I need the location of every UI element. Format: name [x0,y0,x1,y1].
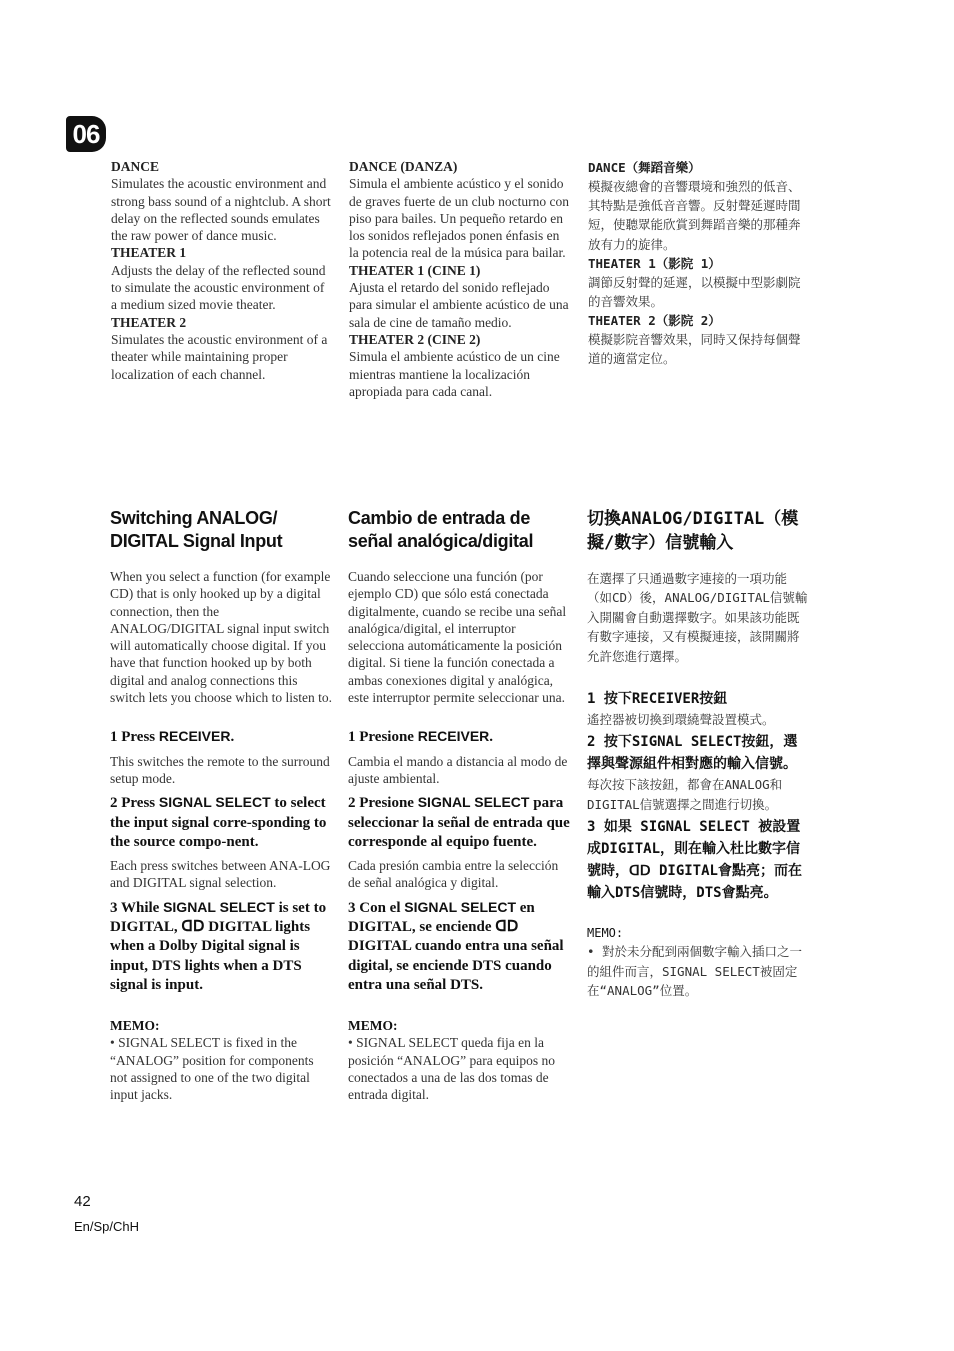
definition-heading: THEATER 2（影院 2） [588,313,721,329]
section-intro: Cuando seleccione una función (por ejemplo CD) que sólo está conectada digitalmente, cuando se recibe una señal analógica/digital, el interruptor selecciona automáticamente la posición digital. Si tiene la función conectada a ambas conexiones digital y analógica, este interruptor permite seleccionar una. [348,569,567,706]
section-chinese [587,507,809,1000]
step-1-description: 遙控器被切換到環繞聲設置模式。 [587,712,775,728]
step-2-description: 每次按下該按鈕，都會在ANALOG和DIGITAL信號選擇之間進行切換。 [587,777,783,812]
dolby-digital-icon: ᗡᗞ [629,863,651,880]
definition-heading: THEATER 1（影院 1） [588,255,721,271]
step-2: 2 Presione SIGNAL SELECT para seleccionar la señal de entrada que corresponde al equipo fuente. [348,794,570,850]
step-1: 1 Presione RECEIVER. [348,728,494,746]
step-3: 3 Con el SIGNAL SELECT en DIGITAL, se enciende ᗡᗞ DIGITAL cuando entra una señal digital, se enciende DTS cuando entra una señal DTS. [348,898,564,993]
step-1: 1 Press RECEIVER. [110,728,235,746]
signal-select-key: SIGNAL SELECT [404,898,517,915]
definition-heading: THEATER 1 (CINE 1) [349,262,481,278]
definition-heading: THEATER 1 [111,245,187,261]
definition-body: Simulates the acoustic environment of a theater while maintaining proper localization of each channel. [111,331,328,382]
definition-body: Adjusts the delay of the reflected sound to simulate the acoustic environment of a medium sized movie theater. [111,262,326,313]
memo-heading: MEMO: [110,1018,160,1034]
definition-body: 調節反射聲的延遲，以模擬中型影劇院的音響效果。 [588,274,801,310]
top-column-english [111,158,333,383]
step-3: 3 如果 SIGNAL SELECT 被設置成DIGITAL，則在輸入杜比數字信號時，ᗡᗞ DIGITAL會點亮；而在輸入DTS信號時，DTS會點亮。 [587,819,802,902]
definition-body: 模擬影院音響效果，同時又保持每個聲道的適當定位。 [588,332,801,367]
memo-body: • 對於未分配到兩個數字輸入插口之一的組件而言，SIGNAL SELECT被固定在“ANALOG”位置。 [587,944,803,999]
definition-heading: THEATER 2 [111,314,187,330]
definition-heading: THEATER 2 (CINE 2) [349,331,481,347]
page-number: 42 [74,1193,91,1210]
memo-body: • SIGNAL SELECT queda fija en la posición “ANALOG” para equipos no conectados a una de las dos tomas de entrada digital. [348,1035,555,1103]
memo-heading: MEMO: [348,1018,398,1034]
top-column-spanish [349,158,571,400]
step-2-description: Each press switches between ANA-LOG and DIGITAL signal selection. [110,858,331,891]
section-english [110,507,332,1103]
step-1-description: This switches the remote to the surround setup mode. [110,753,330,786]
definition-heading: DANCE [111,159,160,174]
definition-body: 模擬夜總會的音響環境和強烈的低音、其特點是強低音音響。反射聲延遲時間短，使聽眾能欣賞到舞蹈音樂的那種奔放有力的旋律。 [588,179,801,252]
definition-body: Simula el ambiente acústico de un cine mientras mantiene la localización apropiada para cada canal. [349,349,560,399]
signal-select-key: SIGNAL SELECT [158,794,271,811]
signal-select-key: SIGNAL SELECT [163,898,275,915]
memo-body: • SIGNAL SELECT is fixed in the “ANALOG” position for components not assigned to one of the two digital input jacks. [110,1035,314,1103]
step-2-description: Cada presión cambia entre la selección de señal analógica y digital. [348,858,559,891]
definition-body: Simula el ambiente acústico y el sonido de graves fuerte de un club nocturno con piso para bailes. Un pequeño retardo en los sonidos reflejados ponen énfasis en la potencia real de la música para bailar. [349,176,570,261]
section-title: Cambio de entrada de señal analógica/digital [348,508,534,551]
definition-body: Simulates the acoustic environment and strong bass sound of a nightclub. A short delay on the reflected sounds emulates the raw power of dance music. [111,176,331,244]
definition-heading: DANCE (DANZA) [349,159,458,174]
memo-heading: MEMO: [587,926,624,941]
section-spanish [348,507,570,1103]
step-2: 2 按下SIGNAL SELECT按鈕，選擇與聲源組件相對應的輸入信號。 [587,734,798,773]
step-1: 1 按下RECEIVER按鈕 [587,691,728,708]
section-intro: When you select a function (for example CD) that is only hooked up by a digital connection, then the ANALOG/DIGITAL signal input switch will automatically choose digital. If you have that function hooked up by both digital and analog connections this switch lets you choose which to listen to. [110,569,332,706]
receiver-key: RECEIVER [158,728,231,745]
dolby-digital-icon: ᗡᗞ [495,919,519,936]
signal-select-key: SIGNAL SELECT [417,794,530,811]
top-column-chinese [588,158,810,369]
receiver-key: RECEIVER [417,728,490,745]
section-title: 切換ANALOG/DIGITAL（模擬/數字）信號輸入 [587,509,799,553]
section-intro: 在選擇了只通過數字連接的一項功能（如CD）後，ANALOG/DIGITAL信號輸入開關會自動選擇數字。如果該功能既有數字連接，又有模擬連接，該開關將允許您進行選擇。 [587,571,808,664]
chapter-badge: 06 [66,116,106,152]
dolby-digital-icon: ᗡᗞ [181,919,205,936]
definition-heading: DANCE（舞蹈音樂） [588,160,701,175]
page-languages: En/Sp/ChH [74,1219,140,1234]
definition-body: Ajusta el retardo del sonido reflejado para simular el ambiente acústico de una sala de cine de tamaño medio. [349,280,569,330]
step-3: 3 While SIGNAL SELECT is set to DIGITAL, ᗡᗞ DIGITAL lights when a Dolby Digital signal is input, DTS lights when a DTS signal is input. [110,898,327,993]
section-title: Switching ANALOG/ DIGITAL Signal Input [110,508,283,551]
step-1-description: Cambia el mando a distancia al modo de ajuste ambiental. [348,753,568,786]
step-2: 2 Press SIGNAL SELECT to select the input signal corre-sponding to the source compo-nent. [110,794,327,850]
